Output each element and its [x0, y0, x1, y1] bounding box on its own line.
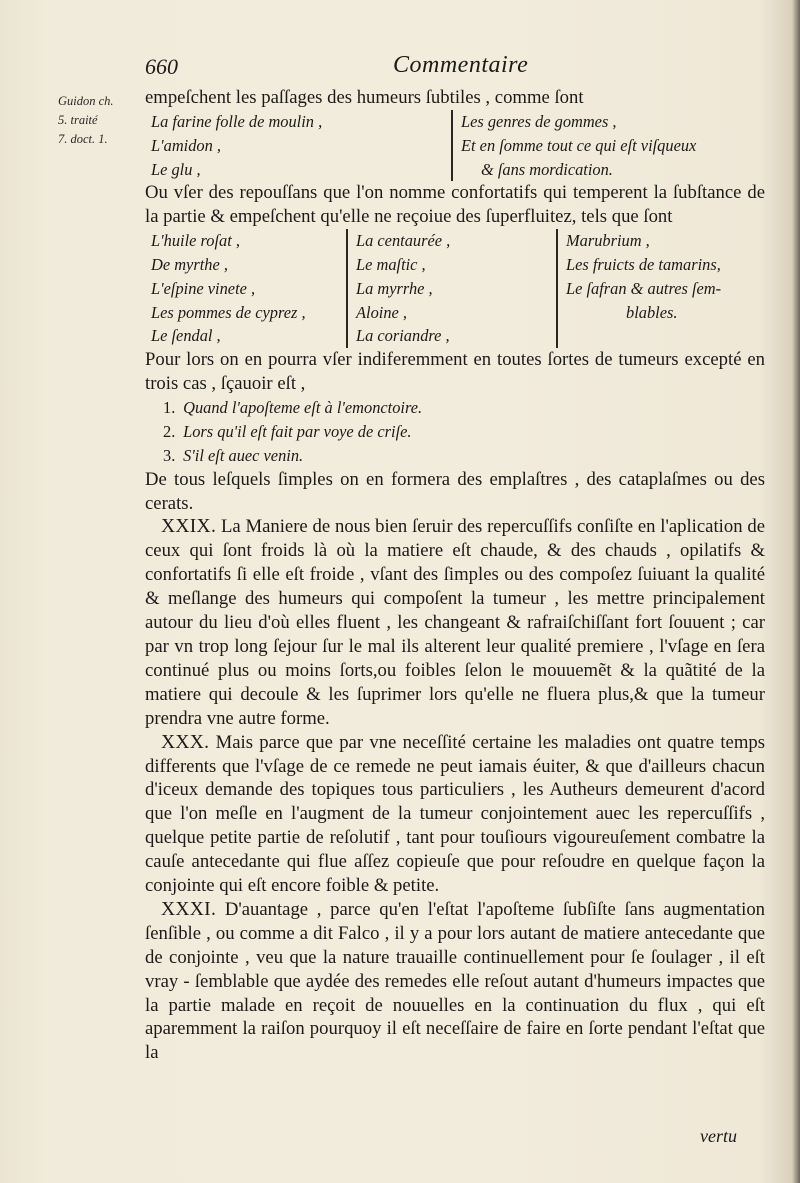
simples-list-1 — [145, 110, 765, 181]
list-column — [451, 110, 696, 181]
paragraph: Pour lors on en pourra vſer indiferemment en toutes ſortes de tumeurs excepté en trois cas , ſçauoir eſt , — [145, 349, 765, 394]
list-item: De myrthe , — [151, 254, 228, 274]
case-item: 2. Lors qu'il eſt fait par voye de criſe. — [163, 421, 412, 441]
list-column — [145, 110, 451, 181]
list-item: Le glu , — [151, 159, 201, 179]
simples-list-2 — [145, 229, 765, 348]
list-item: La coriandre , — [356, 326, 450, 346]
list-item: Marubrium , — [566, 231, 650, 251]
list-item: Le maſtic , — [356, 254, 426, 274]
section-text: La Maniere de nous bien ſeruir des repercuſſifs conſiſte en l'aplication de ceux qui ſont froids là où la matiere eſt chaude, & des chauds , opilatifs & confortatifs ſi elle eſt froide , vſant des ſimples ou des compoſez ſuiuant la qualité & meſlange des humeurs qui compoſent la tumeur , les mettre principalement autour du lieu d'où elles fluent , les changeant & rafraiſchiſſant fort ſouuent ; car par vn trop long ſejour ſur le mal ils alterent leur qualité premiere , l'vſage en ſera continué plus ou moins ſorts,ou foibles ſelon le mouuemẽt & la quãtité de la matiere qui decoule & les ſuprimer lors qu'elle ne fluera plus,& que la tumeur prendra vne autre forme. — [145, 516, 765, 729]
section-numeral: XXXI. — [161, 898, 217, 920]
list-column — [145, 229, 346, 348]
section-numeral: XXX. — [161, 731, 210, 753]
paragraph: Ou vſer des repouſſans que l'on nomme confortatifs qui temperent la ſubſtance de la partie & empeſchent qu'elle ne reçoiue des ſuperfluitez, tels que ſont — [145, 182, 765, 228]
list-item: L'amidon , — [151, 135, 221, 155]
list-item: Le ſendal , — [151, 326, 221, 346]
list-column — [346, 229, 556, 348]
list-item: Les fruicts de tamarins, — [566, 254, 721, 274]
section-text: D'auantage , parce qu'en l'eſtat l'apoſteme ſubſiſte ſans augmentation ſenſible , ou comme a dit Falco , il y a pour lors autant de matiere antecedante que de conjointe , veu que la nature trauaille continuellement pour ſe ſoulager , il eſt vray - ſemblable que aydée des remedes elle reſout autant d'humeurs impactes que la partie malade en reçoit de nouuelles en la continuation du flux , qui eſt aparemment la raiſon pourquoy il eſt neceſſaire de faire en ſorte pendant l'eſtat que la — [145, 898, 766, 1064]
list-item: La farine folle de moulin , — [151, 111, 323, 131]
list-item: Les pommes de cyprez , — [151, 302, 306, 322]
page-number: 660 — [145, 54, 178, 79]
margin-note-line: 5. traité — [58, 113, 98, 127]
paragraph: De tous leſquels ſimples on en formera des emplaſtres , des cataplaſmes ou des cerats. — [145, 468, 765, 514]
section-numeral: XXIX. — [161, 516, 217, 538]
list-item: blables. — [626, 302, 678, 322]
catchword: vertu — [700, 1126, 737, 1146]
paragraph: empeſchent les paſſages des humeurs ſubtiles , comme ſont — [145, 87, 584, 108]
margin-note-line: 7. doct. 1. — [58, 132, 108, 146]
list-item: L'eſpine vinete , — [151, 278, 256, 298]
margin-note-line: Guidon ch. — [58, 94, 114, 108]
list-item: & ſans mordication. — [481, 159, 613, 179]
section-text: Mais parce que par vne neceſſité certaine les maladies ont quatre temps differents que l'vſage de ce remede ne peut iamais éuiter, & que d'ailleurs chacun d'iceux demande des topiques tous particuliers , les Autheurs demeurent d'acord que l'on meſle en l'augment de la tumeur conjointement auec les repercuſſifs , quelque petite partie de reſolutif , tant pour touſiours vigoureuſement combatre la cauſe antecedante qui flue aſſez copieuſe que pour reſoudre en quelque façon la conjointe qui eſt encore foible & petite. — [145, 731, 766, 897]
case-item: 1. Quand l'apoſteme eſt à l'emonctoire. — [163, 397, 423, 417]
list-item: Et en ſomme tout ce qui eſt viſqueux — [461, 135, 697, 155]
body-text — [145, 86, 765, 1065]
section-29 — [145, 515, 765, 730]
case-item: 3. S'il eſt auec venin. — [163, 445, 304, 465]
list-item: La centaurée , — [356, 231, 451, 251]
margin-note — [58, 92, 114, 149]
list-column — [556, 229, 721, 348]
list-item: Les genres de gommes , — [461, 111, 617, 131]
list-item: Le ſafran & autres ſem- — [566, 278, 722, 298]
section-31 — [145, 898, 765, 1065]
exception-cases — [145, 396, 765, 468]
page-header — [145, 50, 765, 86]
list-item: L'huile roſat , — [151, 231, 240, 251]
running-title: Commentaire — [393, 52, 529, 78]
list-item: Aloine , — [356, 302, 407, 322]
list-item: La myrrhe , — [356, 278, 433, 298]
section-30 — [145, 731, 765, 898]
